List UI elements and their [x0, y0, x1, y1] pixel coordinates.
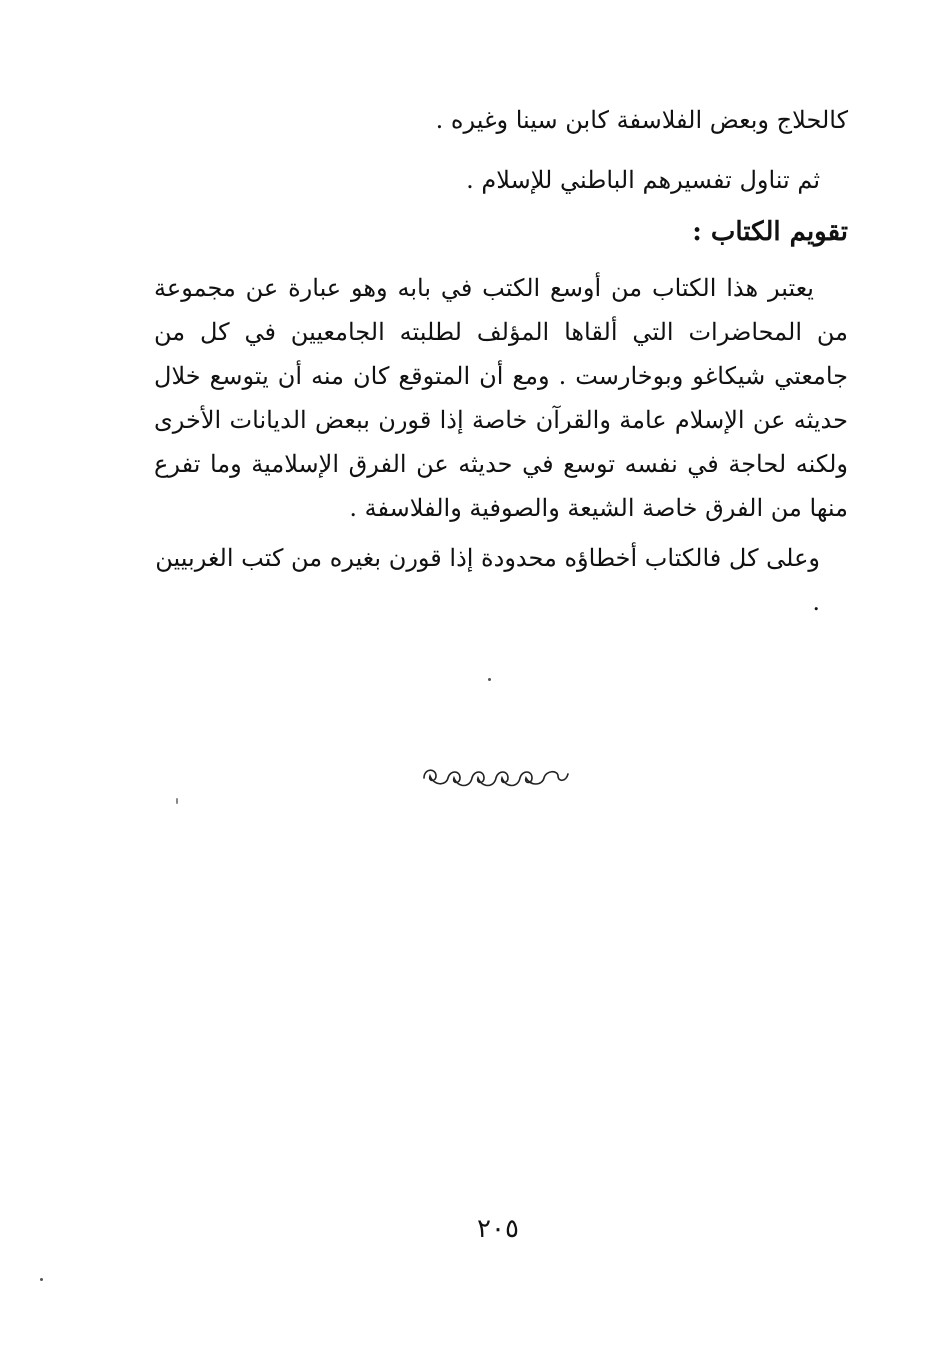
scan-speck — [488, 678, 491, 681]
scan-speck — [176, 798, 178, 804]
scan-speck — [40, 1278, 43, 1281]
conclusion-paragraph: وعلى كل فالكتاب أخطاؤه محدودة إذا قورن بغيره من كتب الغربيين . — [155, 544, 820, 616]
text-line-summary: ثم تناول تفسيرهم الباطني للإسلام . — [466, 166, 820, 194]
text-line-continuation: كالحلاج وبعض الفلاسفة كابن سينا وغيره . — [435, 106, 848, 134]
page-number: ٢٠٥ — [477, 1214, 519, 1244]
ornamental-flourish-icon — [420, 762, 572, 792]
section-heading: تقويم الكتاب : — [692, 217, 848, 247]
body-paragraph: يعتبر هذا الكتاب من أوسع الكتب في بابه وهو عبارة عن مجموعة من المحاضرات التي ألقاها المؤلف لطلبته الجامعيين في كل من جامعتي شيكاغو وبوخارست . ومع أن المتوقع كان منه أن يتوسع خلال حديثه عن الإسلام عامة والقرآن خاصة إذا قورن ببعض الديانات الأخرى ولكنه لحاجة في نفسه توسع في حديثه عن الفرق الإسلامية وما تفرع منها من الفرق خاصة الشيعة والصوفية والفلاسفة . — [154, 274, 848, 522]
